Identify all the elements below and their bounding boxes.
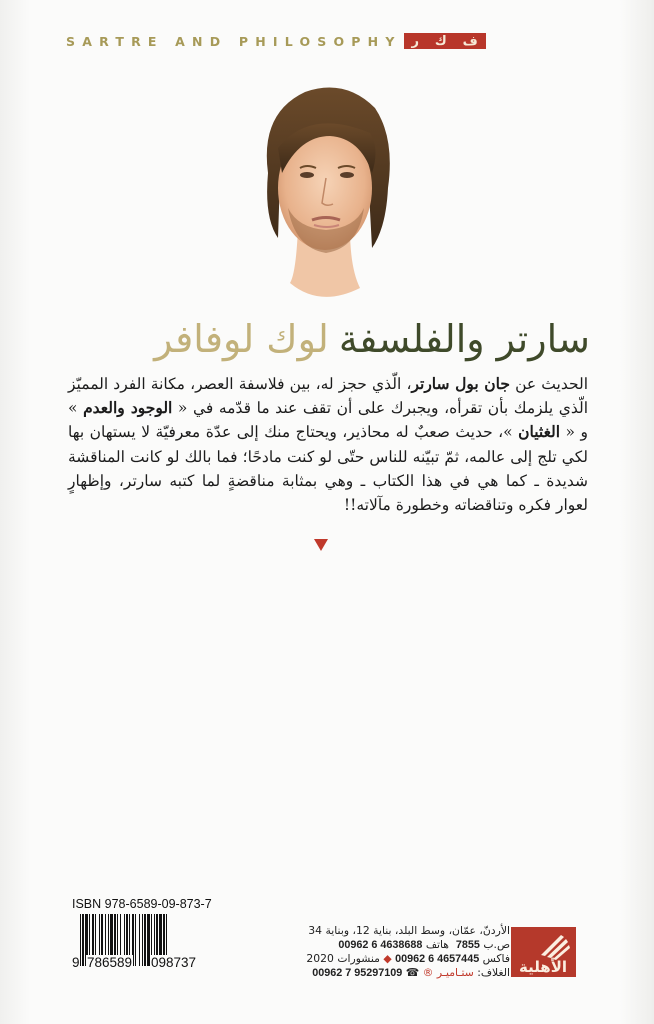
blurb-segment: ، الّذي حجز له، بين فلاسفة العصر، مكانة الفرد المميّز الّذي يلزمك بأن تقرأه، ويجبرك على أن تقف عند ما قدّمه في « [68, 375, 588, 418]
phone-number: 00962 6 4638688 [338, 939, 423, 951]
designer-phone: 00962 7 95297109 [312, 967, 403, 979]
series-arabic-letter: ف [462, 33, 478, 49]
barcode-digits-group2: 098737 [151, 955, 197, 970]
series-arabic-letter: ر [411, 33, 419, 49]
barcode-digit-first: 9 [72, 955, 80, 970]
phone-icon: ☎ [405, 966, 420, 979]
diamond-icon: ◆ [383, 952, 392, 965]
blurb-author-name: جان بول سارتر [411, 374, 510, 393]
blurb-segment: » و « [68, 399, 588, 442]
cover-credit-label: الغلاف: [477, 966, 510, 979]
cover-designer: ستـاميـر [436, 966, 474, 979]
phone-label: هاتف [425, 938, 449, 951]
pobox-label: ص.ب [483, 938, 510, 951]
blurb-segment: »، حديث صعبٌ له محاذير، ويحتاج منك إلى عدّة معرفيّة لا يستهان بها لكي تلج إلى عالمه، ثمّ تبيّنه للناس حتّى لو كنت مادحًا؛ فما بالك لو كانت المناقشة شديدة ـ كما هي في هذا الكتاب ـ وهي بمثابة مناقضةٍ لما كتبه سارتر، وإظهارٍ لعوار فكره وتناقضاته وخطورة مآلاته!! [68, 423, 588, 515]
book-title: سارتر والفلسفة [338, 317, 590, 361]
isbn-label: ISBN 978-6589-09-873-7 [72, 897, 212, 911]
blurb-text [68, 372, 588, 517]
blurb-work-title: الوجود والعدم [83, 398, 173, 418]
publisher-pobox-phone [296, 938, 510, 952]
series-english-label: SARTRE AND PHILOSOPHY [66, 33, 402, 49]
barcode-digits-group1: 786589 [87, 955, 133, 970]
svg-text:الأهلية: الأهلية [518, 958, 568, 976]
book-title-line [60, 310, 590, 368]
pobox-number: 7855 [455, 939, 480, 951]
triangle-down-icon [314, 539, 328, 551]
author-name: لوك لوفافر [154, 317, 329, 361]
registered-icon: ® [422, 966, 434, 979]
publisher-address: الأردنّ، عمّان، وسط البلد، بناية 12، وبناية 34 [308, 924, 510, 937]
blurb-segment: الحديث عن [509, 375, 588, 393]
series-header [66, 30, 486, 52]
edition-year: منشورات 2020 [306, 952, 380, 965]
blurb-work-title: الغثيان [518, 422, 561, 442]
series-arabic-letter: ك [434, 33, 447, 49]
publisher-logo [511, 927, 576, 977]
fax-number: 00962 6 4657445 [395, 953, 480, 965]
publisher-info [296, 924, 510, 980]
fax-label: فاكس [482, 952, 510, 965]
publisher-cover-credit [296, 966, 510, 980]
series-arabic-badge [404, 33, 486, 49]
author-portrait [250, 78, 395, 306]
publisher-fax-edition [296, 952, 510, 966]
